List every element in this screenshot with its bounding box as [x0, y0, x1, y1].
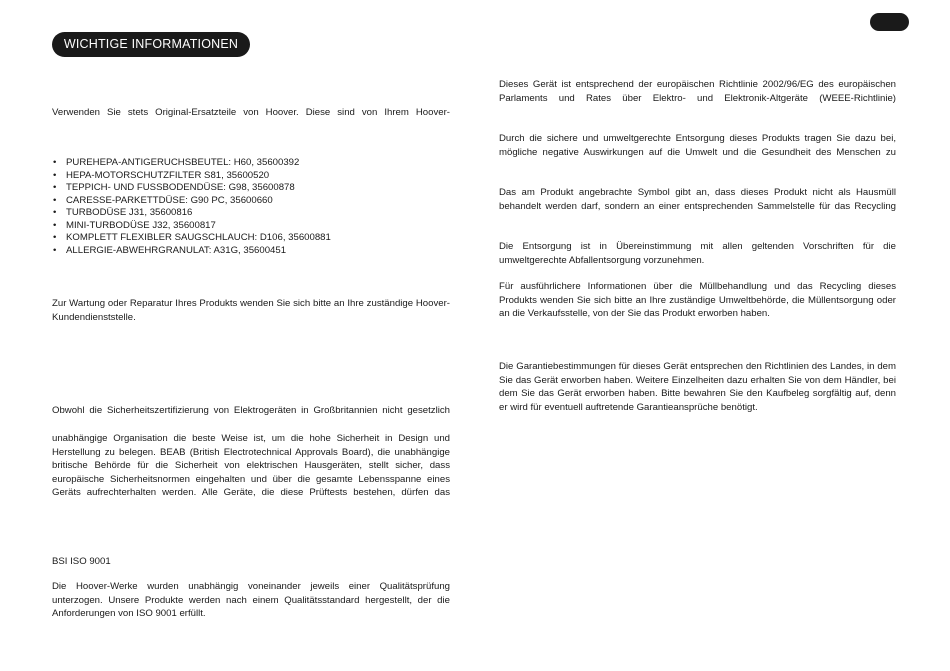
list-item: • TEPPICH- UND FUSSBODENDÜSE: G98, 35600878 — [52, 182, 331, 195]
guarantee-paragraph: Die Garantiebestimmungen für dieses Gerät entsprechen den Richtlinien des Landes, in dem Sie das Gerät erworben haben. Weitere Einzelheiten dazu erhalten Sie von dem Händler, bei dem Sie das Gerät erworben haben. Bitte bewahren Sie den Kaufbeleg sorgfältig auf, denn er wird für eventuell auftretende Garantieansprüche benötigt. — [499, 361, 896, 413]
symbol-paragraph: Das am Produkt angebrachte Symbol gibt an, dass dieses Produkt nicht als Hausmüll behandelt werden darf, sondern an einer entsprechenden Sammelstelle für das Recycling — [499, 187, 896, 212]
weee-paragraph: Dieses Gerät ist entsprechend der europäischen Richtlinie 2002/96/EG des europäischen Parlaments und Rates über Elektro- und Elektronik-Altgeräte (WEEE-Richtlinie) — [499, 79, 896, 104]
safety-intro: Obwohl die Sicherheitszertifizierung von Elektrogeräten in Großbritannien nicht gesetzlich — [52, 405, 450, 416]
list-item: • KOMPLETT FLEXIBLER SAUGSCHLAUCH: D106, 35600881 — [52, 232, 331, 245]
disposal-paragraph: Durch die sichere und umweltgerechte Entsorgung dieses Produkts tragen Sie dazu bei, mögliche negative Auswirkungen auf die Umwelt und die Gesundheit des Menschen zu — [499, 133, 896, 158]
list-item: • PUREHEPA-ANTIGERUCHSBEUTEL: H60, 35600392 — [52, 157, 331, 170]
regulations-paragraph: Die Entsorgung ist in Übereinstimmung mit allen geltenden Vorschriften für die umweltgerechte Abfallentsorgung vorzunehmen. — [499, 241, 896, 266]
iso-label: BSI ISO 9001 — [52, 556, 111, 567]
section-title: WICHTIGE INFORMATIONEN — [52, 32, 250, 57]
list-item: • HEPA-MOTORSCHUTZFILTER S81, 35600520 — [52, 170, 331, 183]
page-number-tab — [870, 13, 909, 31]
iso-paragraph: Die Hoover-Werke wurden unabhängig voneinander jeweils einer Qualitätsprüfung unterzogen. Unsere Produkte werden nach einem Qualitätsstandard hergestellt, der die Anforderungen von ISO 9001 erfüllt. — [52, 581, 450, 620]
service-paragraph: Zur Wartung oder Reparatur Ihres Produkts wenden Sie sich bitte an Ihre zuständige Hoover-Kundendienststelle. — [52, 298, 450, 323]
list-item: • ALLERGIE-ABWEHRGRANULAT: A31G, 35600451 — [52, 245, 331, 258]
list-item: • TURBODÜSE J31, 35600816 — [52, 207, 331, 220]
list-item: • CARESSE-PARKETTDÜSE: G90 PC, 35600660 — [52, 195, 331, 208]
safety-paragraph: unabhängige Organisation die beste Weise ist, um die hohe Sicherheit in Design und Herstellung zu belegen. BEAB (British Electrotechnical Approvals Board), die unabhängige britische Behörde für die Sicherheit von elektrischen Hausgeräten, stellt sicher, dass europäische Sicherheitsnormen eingehalten und über die gesamte Lebensspanne eines Geräts aufrechterhalten werden. Alle Geräte, die diese Prüftests bestehen, dürfen das — [52, 433, 450, 499]
more-info-paragraph: Für ausführlichere Informationen über die Müllbehandlung und das Recycling dieses Produkts wenden Sie sich bitte an Ihre zuständige Umweltbehörde, die Müllentsorgung oder an die Verkaufsstelle, von der Sie das Produkt erworben haben. — [499, 281, 896, 320]
spare-parts-intro: Verwenden Sie stets Original-Ersatzteile von Hoover. Diese sind von Ihrem Hoover- — [52, 107, 450, 118]
spare-parts-list — [52, 157, 331, 257]
list-item: • MINI-TURBODÜSE J32, 35600817 — [52, 220, 331, 233]
